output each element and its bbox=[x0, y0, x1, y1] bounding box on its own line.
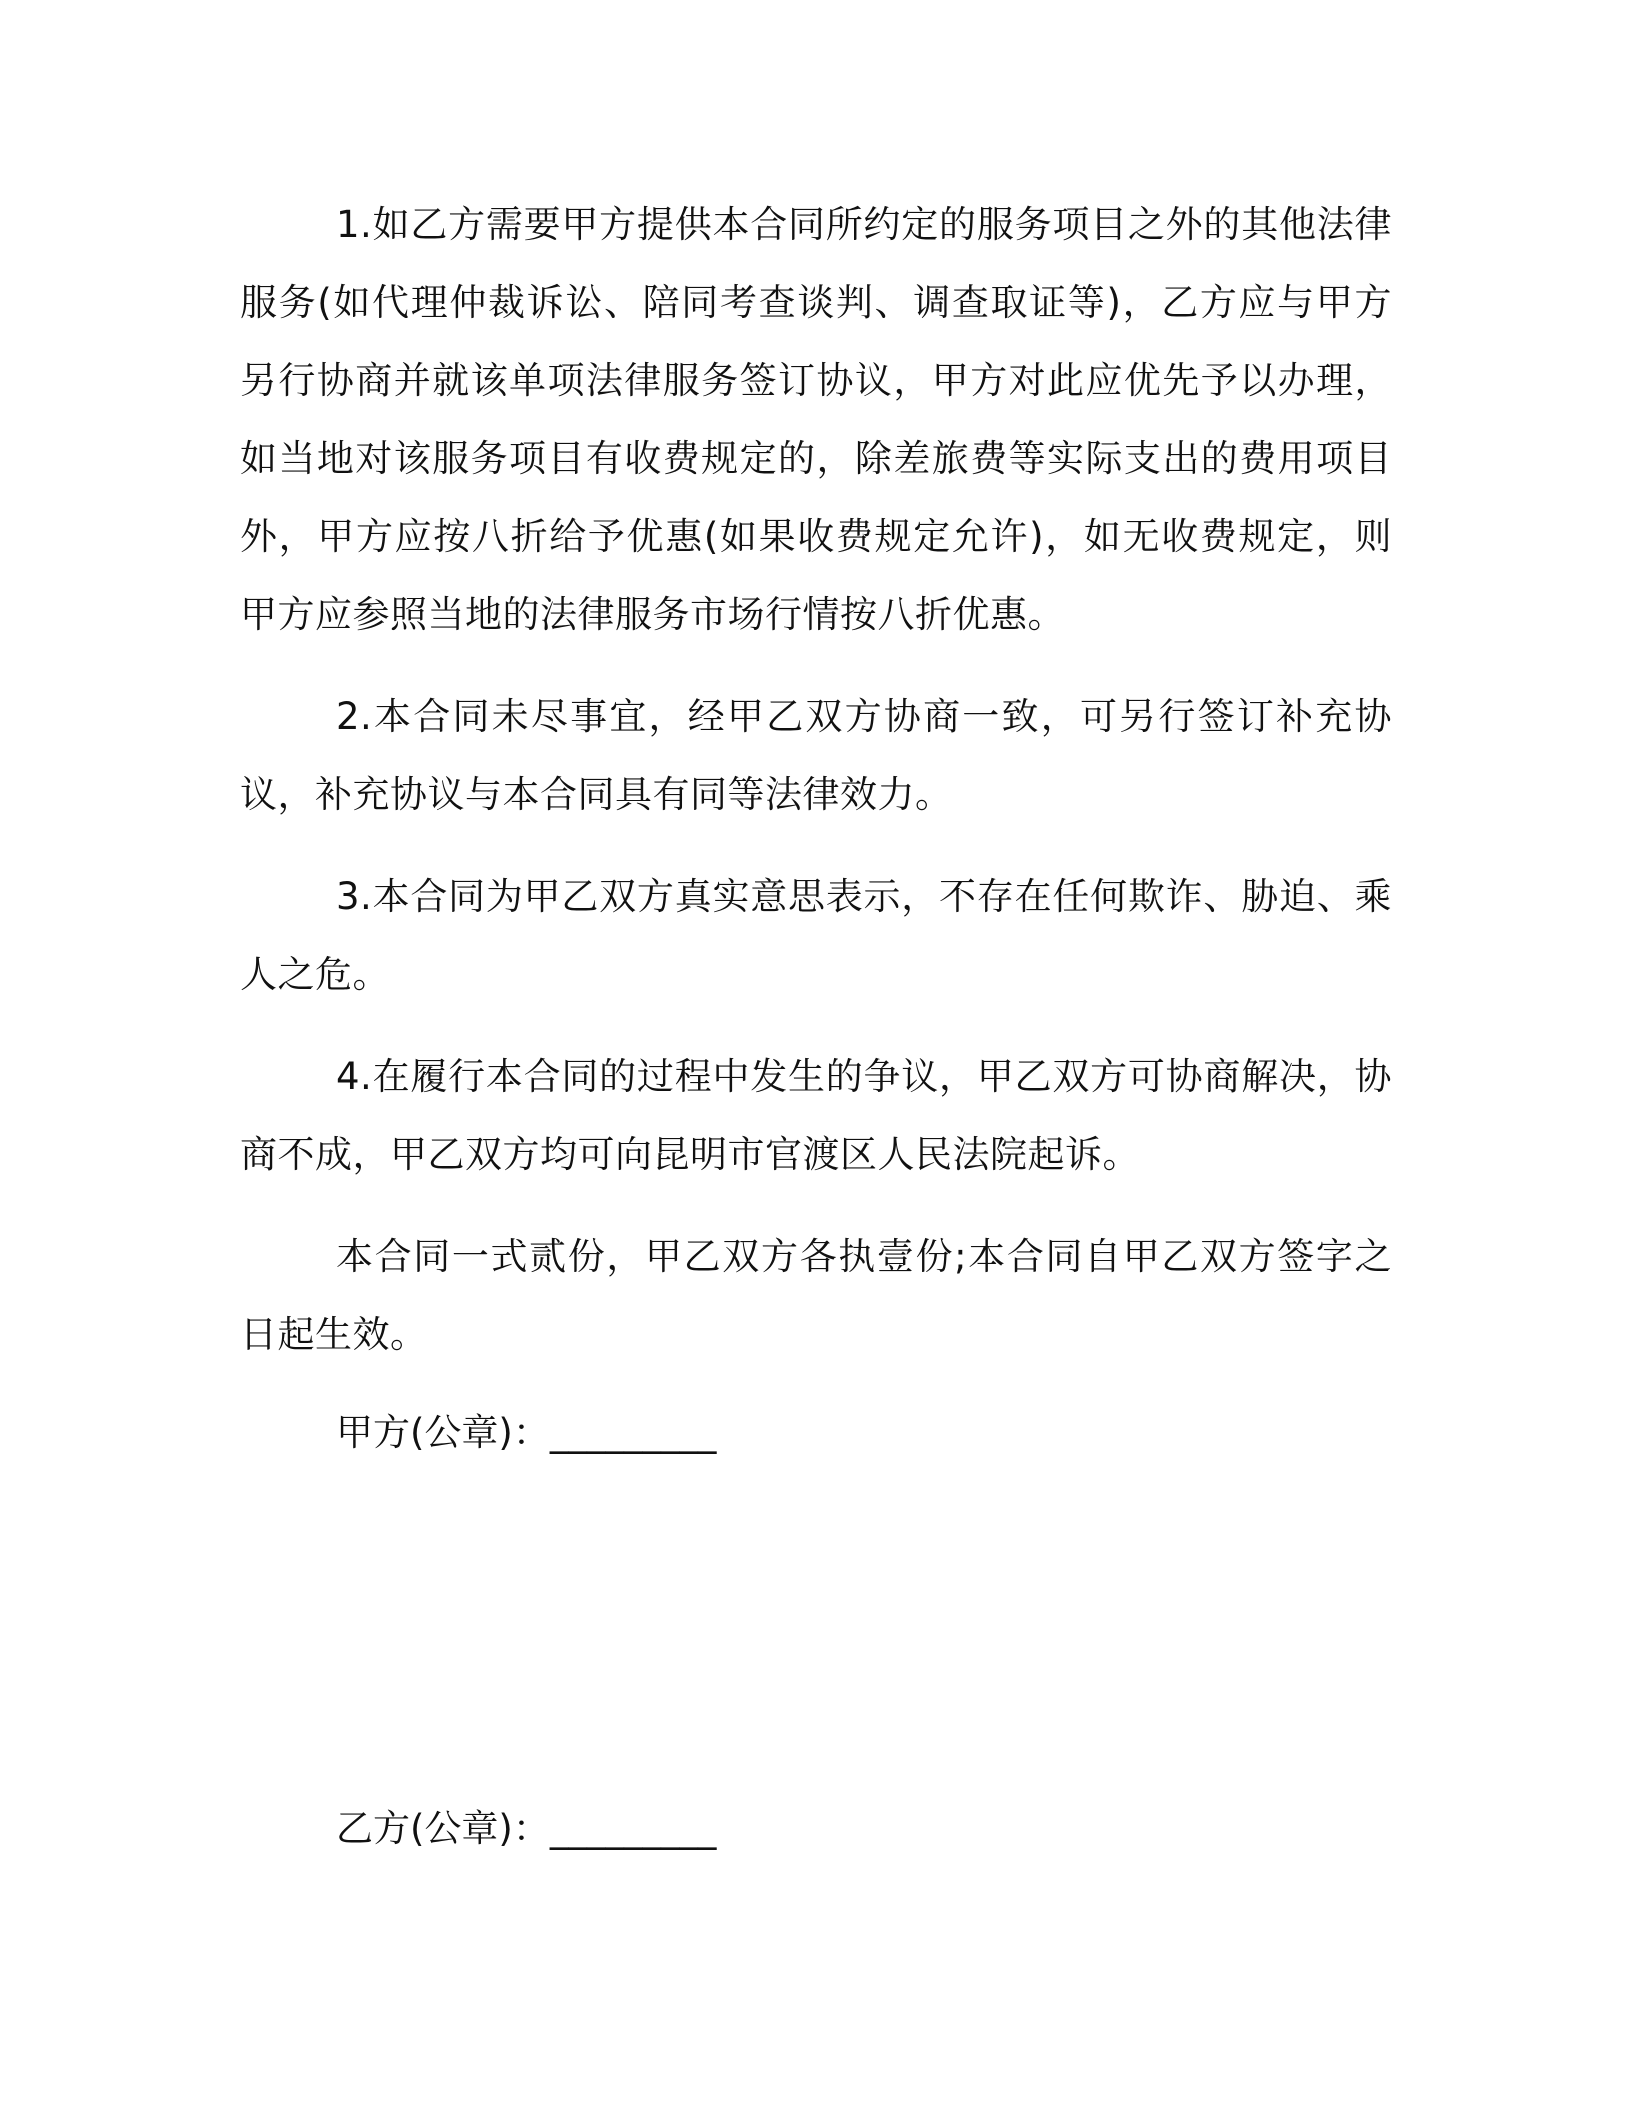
effective-clause: 本合同一式贰份，甲乙双方各执壹份;本合同自甲乙双方签字之日起生效。 bbox=[240, 1235, 1392, 1356]
clause-3: 3.本合同为甲乙双方真实意思表示，不存在任何欺诈、胁迫、乘人之危。 bbox=[240, 875, 1392, 996]
clause-1: 1.如乙方需要甲方提供本合同所约定的服务项目之外的其他法律服务(如代理仲裁诉讼、陪同考查谈判、调查取证等)，乙方应与甲方另行协商并就该单项法律服务签订协议，甲方对此应优先予以办理，如当地对该服务项目有收费规定的，除差旅费等实际支出的费用项目外，甲方应按八折给予优惠(如果收费规定允许)，如无收费规定，则甲方应参照当地的法律服务市场行情按八折优惠。 bbox=[240, 203, 1392, 636]
party-a-signature-blank: _________ bbox=[549, 1411, 717, 1454]
party-a-label: 甲方(公章)： bbox=[336, 1411, 550, 1454]
party-b-label: 乙方(公章)： bbox=[336, 1807, 550, 1850]
clause-4: 4.在履行本合同的过程中发生的争议，甲乙双方可协商解决，协商不成，甲乙双方均可向昆明市官渡区人民法院起诉。 bbox=[240, 1055, 1392, 1176]
party-b-signature-blank: _________ bbox=[549, 1807, 717, 1850]
clause-2: 2.本合同未尽事宜，经甲乙双方协商一致，可另行签订补充协议，补充协议与本合同具有同等法律效力。 bbox=[240, 695, 1392, 816]
party-a-signature-line bbox=[336, 1394, 716, 1472]
party-b-signature-line bbox=[336, 1790, 716, 1868]
document-body bbox=[240, 186, 1392, 1374]
